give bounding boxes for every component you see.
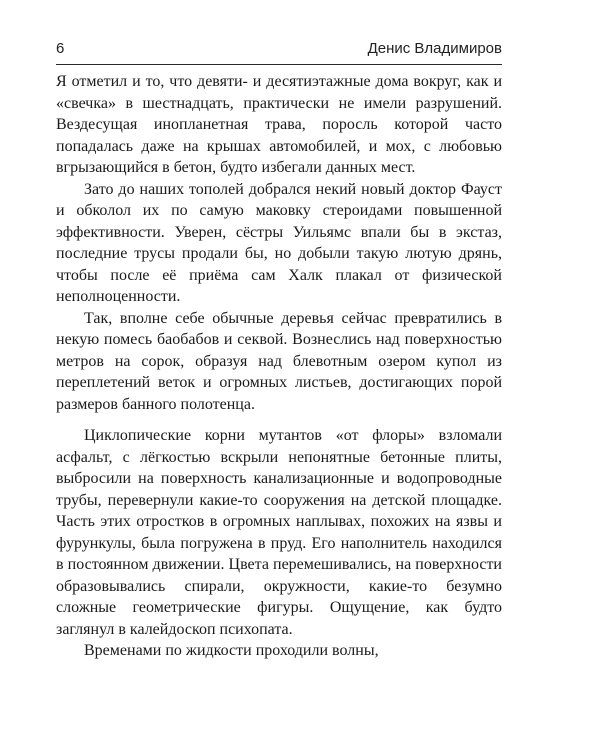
paragraph-4: Циклопические корни мутантов «от флоры» взломали асфальт, с лёгкостью вскрыли непонятные бетонные плиты, выбросили на поверхность канализационные и водопроводные трубы, перевернули какие-то сооружения на детской площадке. Часть этих отростков в огромных наплывах, похожих на язвы и фурункулы, была погружена в пруд. Его наполнитель находился в постоянном движении. Цвета перемешивались, на поверхности образовывались спирали, окружности, какие-то безумно сложные геометрические фигуры. Ощущение, как будто заглянул в калейдоскоп психопата. (56, 427, 502, 638)
paragraph-2: Зато до наших тополей добрался некий новый доктор Фауст и обколол их по самую маковку стероидами повышенной эффективности. Уверен, сёстры Уильямс впали бы в экстаз, последние трусы продали бы, но добыли такую лютую дрянь, чтобы после её приёма сам Халк плакал от физической неполноценности. (56, 180, 502, 305)
header-rule (56, 64, 502, 65)
body-text (56, 71, 502, 662)
paragraph-3: Так, вполне себе обычные деревья сейчас превратились в некую помесь баобабов и секвой. Вознеслись над поверхностью метров на сорок, образуя над блевотным озером купол из переплетений веток и огромных листьев, достигающих порой размеров банного полотенца. (56, 309, 502, 413)
page-number: 6 (56, 40, 65, 57)
running-head-author: Денис Владимиров (367, 40, 502, 57)
paragraph-1: Я отметил и то, что девяти- и десятиэтажные дома вокруг, как и «свечка» в шестнадцать, практически не имели разрушений. Вездесущая инопланетная трава, поросль которой часто попадалась даже на крышах автомобилей, и мох, с любовью вгрызающийся в бетон, будто избегали данных мест. (56, 73, 502, 176)
running-header (56, 40, 502, 64)
paragraph-5: Временами по жидкости проходили волны, (84, 642, 379, 659)
